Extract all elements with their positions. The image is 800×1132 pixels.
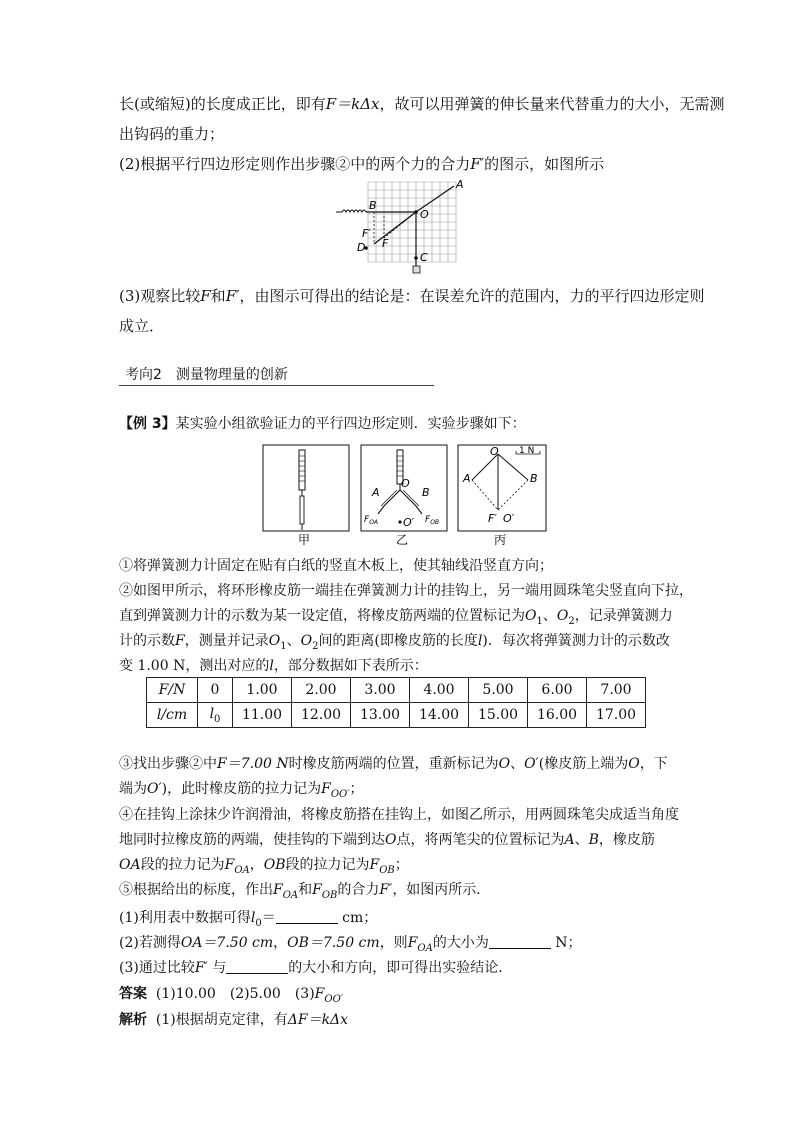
parallelogram-grid-figure: [332, 178, 482, 280]
table-row: [147, 703, 646, 728]
table-cell: 12.00: [292, 703, 351, 728]
hooke-formula: F＝kΔx: [325, 95, 380, 113]
bing-label-O: O: [490, 445, 499, 458]
yi-label-A: A: [372, 486, 380, 499]
bing-label-Fprime: F′: [488, 512, 497, 525]
bing-label-B: B: [530, 472, 538, 485]
yi-label-O: O: [401, 477, 410, 490]
table-cell: 6.00: [528, 678, 587, 703]
table-cell: 4.00: [410, 678, 469, 703]
analysis-line: 解析 (1)根据胡克定律，有ΔF＝kΔx: [119, 1012, 349, 1028]
paragraph-1-line-2: 出钩码的重力；: [119, 125, 225, 143]
step-1: ①将弹簧测力计固定在贴有白纸的竖直木板上，使其轴线沿竖直方向；: [119, 558, 553, 574]
question-1: (1)利用表中数据可得$l_0=$ cm；: [119, 910, 378, 929]
yi-label-B: B: [422, 486, 430, 499]
panel-bing: [458, 445, 546, 531]
panel-jia: [263, 445, 349, 531]
step-5: ⑤根据给出的标度，作出$F_{OA}$和$F_{OB}$的合力F′，如图丙所示．: [119, 882, 491, 901]
table-cell: 0: [198, 678, 233, 703]
panel-yi: [361, 445, 447, 531]
fig1-label-O: O: [420, 208, 429, 221]
fig1-label-A: A: [456, 178, 464, 191]
step-2-line-4: 变 1.00 N，测出对应的l，部分数据如下表所示：: [119, 658, 428, 674]
step-4-line-3: OA段的拉力记为$F_{OA}$，OB段的拉力记为$F_{OB}$；: [119, 857, 409, 876]
analysis-label: 解析: [119, 1012, 147, 1028]
bing-label-A: A: [463, 472, 471, 485]
step-4-line-1: ④在挂钩上涂抹少许润滑油，将橡皮筋搭在挂钩上，如图乙所示，用两圆珠笔尖成适当角度: [119, 807, 679, 823]
step-3-line-2: 端为O′)，此时橡皮筋的拉力记为$F_{OO'}$；: [119, 781, 364, 800]
bing-label-Oprime: O′: [503, 512, 515, 525]
table-cell: 5.00: [469, 678, 528, 703]
section-heading: 考向2 测量物理量的创新: [119, 364, 434, 386]
paragraph-3-line-1: (3)观察比较F和F′，由图示可得出的结论是：在误差允许的范围内，力的平行四边形定则: [119, 287, 705, 305]
answer-blank-3[interactable]: [226, 959, 288, 974]
step-2-line-2: 直到弹簧测力计的示数为某一设定值，将橡皮筋两端的位置标记为$O_1$、$O_2$，记录弹簧测力: [119, 608, 673, 627]
step-3-line-1: ③找出步骤②中F＝7.00 N时橡皮筋两端的位置，重新标记为O、O′(橡皮筋上端为O，下: [119, 756, 668, 772]
table-cell: 1.00: [233, 678, 292, 703]
table-header-F: F/N: [147, 678, 198, 703]
fig1-label-B: B: [369, 199, 377, 212]
question-2: (2)若测得OA＝7.50 cm，OB＝7.50 cm，则$F_{OA}$的大小为 N；: [119, 935, 582, 954]
table-cell: 7.00: [587, 678, 646, 703]
answer-blank-1[interactable]: [276, 909, 338, 924]
yi-label-FOA: $F_{OA}$: [364, 515, 379, 526]
fig1-label-D: D: [357, 241, 366, 254]
panel-jia-caption: 甲: [298, 533, 311, 547]
bing-scale-label: 1 N: [519, 446, 535, 456]
table-cell: 17.00: [587, 703, 646, 728]
table-cell: 2.00: [292, 678, 351, 703]
panel-yi-caption: 乙: [396, 533, 409, 547]
table-cell: 15.00: [469, 703, 528, 728]
question-3: (3)通过比较F′ 与 的大小和方向，即可得出实验结论．: [119, 960, 513, 976]
table-cell: 11.00: [233, 703, 292, 728]
experiment-figure-panels: [262, 444, 552, 552]
data-table: [146, 677, 646, 728]
example-label: 【例 3】: [119, 416, 176, 432]
step-4-line-2: 地同时拉橡皮筋的两端，使挂钩的下端到达O点，将两笔尖的位置标记为A、B，橡皮筋: [119, 832, 655, 848]
paragraph-1-line-1: 长(或缩短)的长度成正比，即有F＝kΔx，故可以用弹簧的伸长量来代替重力的大小，无需测: [119, 95, 725, 113]
table-cell: 14.00: [410, 703, 469, 728]
example-3-intro: 【例 3】某实验小组欲验证力的平行四边形定则．实验步骤如下：: [119, 416, 526, 432]
answer-blank-2[interactable]: [489, 934, 551, 949]
heading-rule: [119, 385, 434, 386]
fig1-label-C: C: [420, 251, 428, 264]
yi-label-Oprime: O′: [403, 516, 415, 529]
table-header-l: l/cm: [147, 703, 198, 728]
yi-label-FOB: $F_{OB}$: [425, 515, 440, 526]
step-2-line-3: 计的示数F，测量并记录$O_1$、$O_2$间的距离(即橡皮筋的长度l)．每次将弹簧测力计的示数改: [119, 633, 670, 652]
step-2-line-1: ②如图甲所示，将环形橡皮筋一端挂在弹簧测力计的挂钩上，另一端用圆珠笔尖竖直向下拉，: [119, 583, 693, 599]
paragraph-3-line-2: 成立．: [119, 317, 165, 335]
table-cell: 16.00: [528, 703, 587, 728]
table-cell-l0: $l_0$: [198, 703, 233, 728]
panel-bing-caption: 丙: [494, 533, 507, 547]
fig1-label-Fprime: F′: [362, 227, 371, 240]
answer-line: 答案 (1)10.00 (2)5.00 $(3)F_{OO'}$: [119, 986, 344, 1005]
answer-label: 答案: [119, 986, 147, 1002]
paragraph-2: (2)根据平行四边形定则作出步骤②中的两个力的合力F′的图示，如图所示: [119, 155, 605, 173]
fig1-label-F: F: [382, 237, 389, 250]
table-cell: 13.00: [351, 703, 410, 728]
table-cell: 3.00: [351, 678, 410, 703]
table-row: [147, 678, 646, 703]
